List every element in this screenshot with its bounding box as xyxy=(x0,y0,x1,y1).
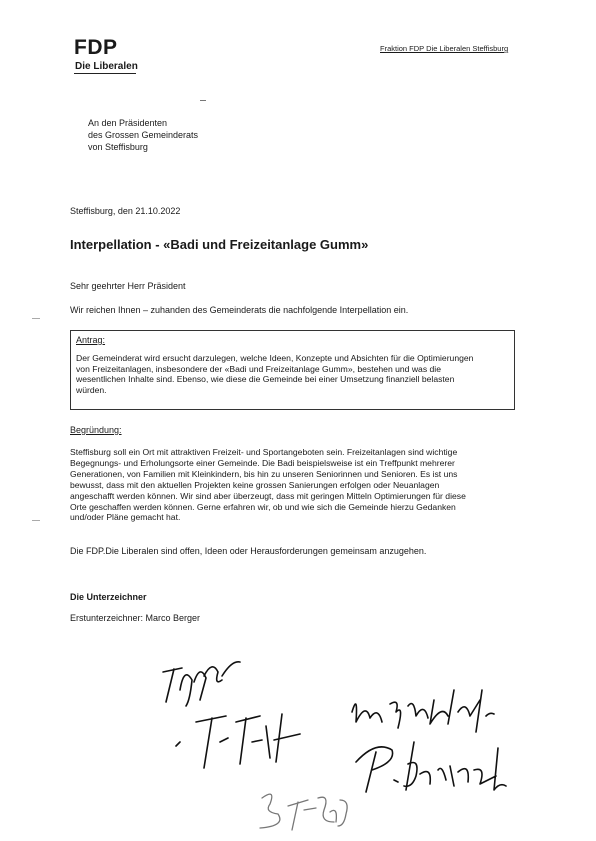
logo-subtitle: Die Liberalen xyxy=(75,61,138,72)
motion-box xyxy=(70,330,515,410)
document-title: Interpellation - «Badi und Freizeitanlage Gumm» xyxy=(70,237,369,252)
signature-fourth xyxy=(356,742,506,792)
motion-text xyxy=(76,353,509,395)
first-signatory: Erstunterzeichner: Marco Berger xyxy=(70,613,201,623)
signature-third xyxy=(352,690,494,732)
reasoning-line: Steffisburg soll ein Ort mit attraktiven Freizeit- und Sportangeboten sein. Freizeitanlagen sind wichtige xyxy=(70,447,458,457)
reasoning-line: Generationen, von Familien mit Kleinkindern, bis hin zu unseren Seniorinnen und Senioren. Es ist uns xyxy=(70,468,458,479)
fold-mark xyxy=(200,100,206,101)
signature-second xyxy=(176,714,300,768)
recipient-line: von Steffisburg xyxy=(88,142,148,152)
motion-line: wesentlichen Inhalte sind. Ebenso, wie diese die Gemeinde bei einer Umsetzung finanziell belasten xyxy=(76,374,455,385)
logo-underline xyxy=(74,73,136,74)
signature-marco-berger xyxy=(163,662,240,706)
recipient-line: An den Präsidenten xyxy=(88,118,168,128)
margin-mark xyxy=(32,318,40,319)
margin-mark xyxy=(32,520,40,521)
reasoning-line: Orte geschaffen werden können. Gerne erfahren wir, ob und wie sich die Gemeinde hierzu Gedanken xyxy=(70,501,456,512)
sender-line: Fraktion FDP Die Liberalen Steffisburg xyxy=(380,44,509,53)
recipient-line: des Grossen Gemeinderats xyxy=(88,130,199,140)
reasoning-text xyxy=(70,447,530,523)
reasoning-line: angeschafft werden können. Wir sind aber überzeugt, dass mit geringen Mitteln Optimierungen für diese xyxy=(70,490,466,501)
date-line: Steffisburg, den 21.10.2022 xyxy=(70,206,181,216)
reasoning-heading: Begründung: xyxy=(70,425,122,435)
intro-paragraph: Wir reichen Ihnen – zuhanden des Gemeinderats die nachfolgende Interpellation ein. xyxy=(70,305,409,315)
reasoning-line: Begegnungs- und Erholungsorte einer Gemeinde. Die Badi beispielsweise ist ein Treffpunkt mehrerer xyxy=(70,457,455,468)
reasoning-line: bewusst, dass mit den aktuellen Projekten keine grossen Sanierungen erfolgen oder Neuanlagen xyxy=(70,479,440,490)
signatories-heading: Die Unterzeichner xyxy=(70,592,147,602)
reasoning-line: und/oder Pläne gemacht hat. xyxy=(70,512,181,523)
motion-line: Der Gemeinderat wird ersucht darzulegen, welche Ideen, Konzepte und Absichten für die Optimierungen xyxy=(76,353,474,363)
salutation: Sehr geehrter Herr Präsident xyxy=(70,281,186,291)
recipient-address xyxy=(88,117,198,153)
motion-line: würden. xyxy=(76,384,107,395)
logo-title: FDP xyxy=(74,36,118,59)
motion-heading: Antrag: xyxy=(76,335,106,345)
closing-paragraph: Die FDP.Die Liberalen sind offen, Ideen oder Herausforderungen gemeinsam anzugehen. xyxy=(70,546,427,556)
signature-initials xyxy=(260,794,347,830)
motion-line: von Freizeitanlagen, insbesondere der «Badi und Freizeitanlage Gumm», bestehen und was die xyxy=(76,363,441,374)
